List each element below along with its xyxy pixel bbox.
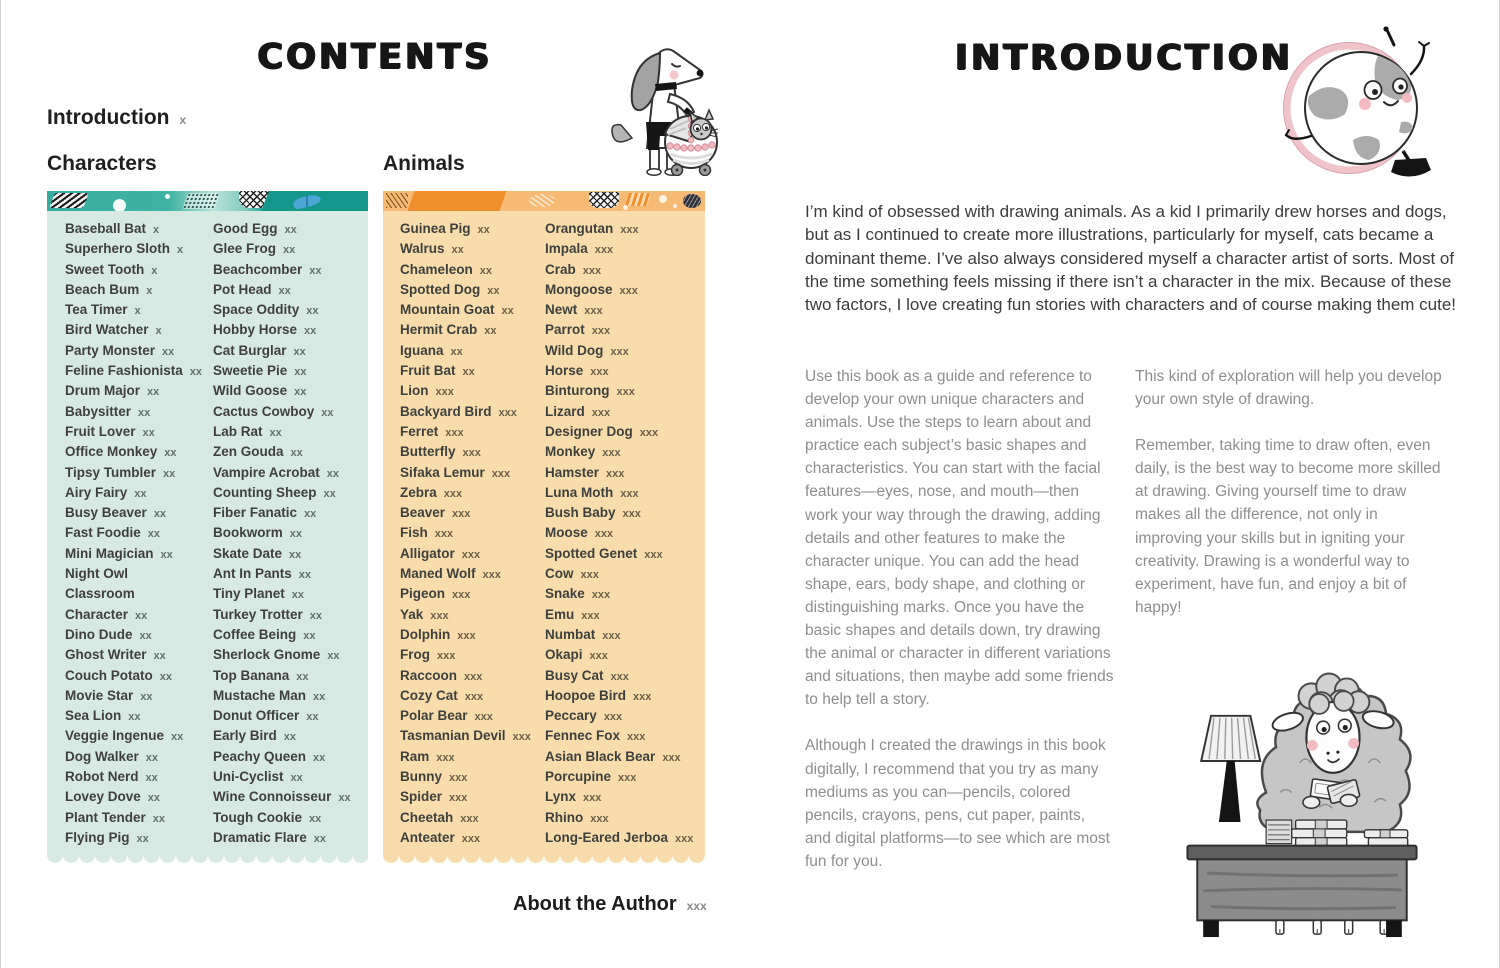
toc-entry: Emu xxx: [545, 606, 600, 622]
toc-entry: Character xx: [65, 606, 148, 622]
toc-entry: Sweet Tooth x: [65, 261, 158, 277]
toc-entry: Lizard xxx: [545, 403, 611, 419]
toc-entry: Bird Watcher x: [65, 322, 162, 338]
toc-entry: Parrot xxx: [545, 322, 611, 338]
toc-entry: Luna Moth xxx: [545, 484, 639, 500]
toc-entry: Coffee Being xx: [213, 626, 316, 642]
toc-entry: Newt xxx: [545, 302, 603, 318]
toc-entry: Raccoon xxx: [400, 667, 483, 683]
toc-entry: Busy Beaver xx: [65, 505, 167, 521]
characters-heading: Characters: [47, 152, 157, 175]
stripe-pattern-icon: [625, 193, 651, 206]
paragraph: This kind of exploration will help you develop your own style of drawing.: [1135, 368, 1442, 409]
toc-entry: Glee Frog xx: [213, 241, 296, 257]
paragraph: Remember, taking time to draw often, even daily, is the best way to become more skilled at drawing. Giving yourself time to draw makes all the difference, not only in improving your skills but in igniting your creativity. Drawing is a wonderful way to experiment, have fun, and enjoy a bit of happy!: [1135, 437, 1441, 616]
toc-entry: Bookworm xx: [213, 525, 303, 541]
hatched-blob-pattern-icon: [683, 194, 701, 208]
toc-entry: Tiny Planet xx: [213, 586, 305, 602]
counting-sheep-at-desk-illustration: [1178, 645, 1426, 940]
toc-entry: Anteater xxx: [400, 829, 481, 845]
toc-entry: Sea Lion xx: [65, 708, 141, 724]
toc-entry: Dino Dude xx: [65, 626, 152, 642]
toc-entry: Tasmanian Devil xxx: [400, 728, 531, 744]
toc-entry: Drum Major xx: [65, 383, 160, 399]
animals-column-2: [545, 219, 693, 848]
toc-entry: Lab Rat xx: [213, 423, 282, 439]
characters-panel: [47, 191, 368, 856]
animals-panel-decorative-strip: [383, 191, 705, 211]
toc-entry: Orangutan xxx: [545, 221, 639, 236]
animals-panel: [383, 191, 705, 856]
animals-column-1: [400, 219, 545, 848]
toc-entry: Snake xxx: [545, 586, 611, 602]
toc-entry: Fiber Fanatic xx: [213, 505, 317, 521]
toc-entry: Walrus xx: [400, 241, 464, 257]
characters-column-2: [213, 219, 351, 848]
toc-entry: Zebra xxx: [400, 484, 463, 500]
toc-entry: Hobby Horse xx: [213, 322, 317, 338]
toc-entry: Cozy Cat xxx: [400, 687, 484, 703]
about-the-author-entry: [513, 893, 707, 916]
toc-entry: Dolphin xxx: [400, 626, 476, 642]
toc-entry: Cheetah xxx: [400, 809, 479, 825]
toc-entry: Designer Dog xxx: [545, 423, 659, 439]
toc-entry: Mongoose xxx: [545, 281, 638, 297]
crosshatch-pattern-icon: [589, 192, 619, 208]
toc-entry: Alligator xxx: [400, 545, 481, 561]
toc-entry: Monkey xxx: [545, 444, 621, 460]
toc-entry: Impala xxx: [545, 241, 614, 257]
smiling-globe-illustration: [1283, 24, 1433, 179]
toc-entry: Wild Dog xxx: [545, 342, 629, 358]
toc-entry: Ant In Pants xx: [213, 566, 312, 582]
toc-entry: Counting Sheep xx: [213, 484, 336, 500]
toc-introduction-entry: [47, 106, 186, 130]
toc-entry: Cat Burglar xx: [213, 342, 306, 358]
introduction-title: INTRODUCTION: [955, 38, 1293, 78]
toc-entry: Fruit Bat xx: [400, 363, 475, 379]
toc-entry: Night Owl: [65, 566, 128, 582]
introduction-column-1: [805, 365, 1114, 873]
toc-entry: Horse xxx: [545, 363, 609, 379]
toc-entry: Rhino xxx: [545, 809, 609, 825]
toc-entry: Busy Cat xxx: [545, 667, 629, 683]
toc-entry: Hoopoe Bird xxx: [545, 687, 652, 703]
toc-entry: Top Banana xx: [213, 667, 309, 683]
toc-entry: Zen Gouda xx: [213, 444, 303, 460]
toc-entry: Airy Fairy xx: [65, 484, 147, 500]
about-the-author-page: xxx: [686, 899, 707, 913]
dot-pattern-icon: [623, 205, 628, 210]
characters-column-1: [65, 219, 213, 848]
toc-entry: Dog Walker xx: [65, 748, 159, 764]
toc-entry: Party Monster xx: [65, 342, 175, 358]
toc-entry: Space Oddity xx: [213, 302, 319, 318]
toc-entry: Hamster xxx: [545, 464, 625, 480]
toc-entry: Classroom: [65, 586, 135, 602]
animals-list: [383, 211, 705, 856]
toc-entry: Good Egg xx: [213, 221, 297, 236]
toc-entry: Plant Tender xx: [65, 809, 166, 825]
paragraph: Use this book as a guide and reference to develop your own unique characters and animals. Use the steps to learn about and practice each subject’s basic shapes and characteristics. You can start with the facial features—eyes, nose, and mouth—then work your way through the drawing, adding details and other features to make the character unique. You can add the head shape, ears, body shape, and clothing or distinguishing marks. Once you have the basic shapes and details down, try drawing the animal or character in different variations and situations, then maybe add some friends to help tell a story.: [805, 368, 1114, 709]
toc-entry: Fruit Lover xx: [65, 423, 155, 439]
paragraph: Although I created the drawings in this book digitally, I recommend that you try as many mediums as you can—pencils, colored pencils, crayons, pens, cut paper, paints, and digital platforms—to see which are most fun for you.: [805, 737, 1110, 870]
toc-entry: Babysitter xx: [65, 403, 151, 419]
toc-entry: Early Bird xx: [213, 728, 297, 744]
toc-entry: Lovey Dove xx: [65, 789, 161, 805]
toc-entry: Asian Black Bear xxx: [545, 748, 681, 764]
toc-entry: Moose xxx: [545, 525, 614, 541]
toc-entry: Fennec Fox xxx: [545, 728, 646, 744]
toc-entry: Superhero Sloth x: [65, 241, 184, 257]
toc-entry: Porcupine xxx: [545, 769, 637, 785]
solid-block-pattern-icon: [407, 191, 506, 211]
contents-title: CONTENTS: [257, 37, 493, 77]
toc-entry: Skate Date xx: [213, 545, 302, 561]
toc-entry: Maned Wolf xxx: [400, 566, 501, 582]
scribble-pattern-icon: [386, 193, 408, 208]
swirl-pattern-icon: [529, 194, 555, 207]
animals-heading: Animals: [383, 152, 465, 175]
toc-entry: Donut Officer xx: [213, 708, 319, 724]
toc-entry: Okapi xxx: [545, 647, 608, 663]
toc-introduction-label: Introduction: [47, 106, 170, 129]
toc-entry: Ferret xxx: [400, 423, 464, 439]
about-the-author-label: About the Author: [513, 893, 677, 915]
toc-entry: Beaver xxx: [400, 505, 471, 521]
dot-pattern-icon: [673, 204, 677, 208]
toc-entry: Spider xxx: [400, 789, 468, 805]
toc-entry: Bush Baby xxx: [545, 505, 641, 521]
toc-entry: Frog xxx: [400, 647, 456, 663]
toc-entry: Flying Pig xx: [65, 829, 149, 845]
toc-entry: Dramatic Flare xx: [213, 829, 327, 845]
toc-entry: Backyard Bird xxx: [400, 403, 517, 419]
toc-entry: Tipsy Tumbler xx: [65, 464, 176, 480]
toc-entry: Pigeon xxx: [400, 586, 471, 602]
grid-dots-pattern-icon: [182, 193, 220, 209]
toc-entry: Veggie Ingenue xx: [65, 728, 184, 744]
toc-entry: Cactus Cowboy xx: [213, 403, 334, 419]
toc-entry: Beach Bum x: [65, 281, 153, 297]
toc-entry: Ram xxx: [400, 748, 455, 764]
toc-entry: Office Monkey xx: [65, 444, 177, 460]
toc-entry: Long-Eared Jerboa xxx: [545, 829, 694, 845]
diagonal-stripes-pattern-icon: [49, 193, 88, 208]
toc-entry: Beachcomber xx: [213, 261, 322, 277]
toc-entry: Crab xxx: [545, 261, 602, 277]
toc-entry: Tough Cookie xx: [213, 809, 322, 825]
dot-pattern-icon: [113, 199, 126, 211]
introduction-lead-paragraph: I’m kind of obsessed with drawing animals. As a kid I primarily drew horses and dogs, but as I continued to create more illustrations, particularly for myself, cats became a dominant theme. I’ve also always considered myself a character artist of sorts. Most of the time something feels missing if there isn’t a character in the mix. Because of these two factors, I love creating fun stories with characters and of course making them cute!: [805, 202, 1457, 315]
dot-pattern-icon: [165, 194, 170, 199]
toc-introduction-page: x: [179, 113, 187, 127]
toc-entry: Feline Fashionista xx: [65, 363, 203, 379]
toc-entry: Fish xxx: [400, 525, 454, 541]
toc-entry: Numbat xxx: [545, 626, 621, 642]
toc-entry: Bunny xxx: [400, 769, 468, 785]
toc-entry: Couch Potato xx: [65, 667, 172, 683]
toc-entry: Lynx xxx: [545, 789, 602, 805]
toc-entry: Baseball Bat x: [65, 221, 160, 236]
toc-entry: Movie Star xx: [65, 687, 153, 703]
page-edge-left: [0, 0, 1, 968]
toc-entry: Tea Timer x: [65, 302, 141, 318]
toc-entry: Mini Magician xx: [65, 545, 173, 561]
toc-entry: Sweetie Pie xx: [213, 363, 307, 379]
toc-entry: Butterfly xxx: [400, 444, 481, 460]
toc-entry: Cow xxx: [545, 566, 599, 582]
toc-entry: Wild Goose xx: [213, 383, 307, 399]
toc-entry: Peccary xxx: [545, 708, 623, 724]
characters-panel-decorative-strip: [47, 191, 368, 211]
toc-entry: Sifaka Lemur xxx: [400, 464, 511, 480]
toc-entry: Yak xxx: [400, 606, 449, 622]
characters-list: [47, 211, 368, 856]
toc-entry: Chameleon xx: [400, 261, 493, 277]
toc-entry: Mustache Man xx: [213, 687, 326, 703]
toc-entry: Ghost Writer xx: [65, 647, 166, 663]
dog-pushing-cat-in-pram-illustration: [520, 26, 720, 176]
toc-entry: Hermit Crab xx: [400, 322, 497, 338]
toc-entry: Peachy Queen xx: [213, 748, 326, 764]
toc-entry: Lion xxx: [400, 383, 454, 399]
toc-entry: Spotted Dog xx: [400, 281, 500, 297]
toc-entry: Pot Head xx: [213, 281, 291, 297]
toc-entry: Binturong xxx: [545, 383, 635, 399]
toc-entry: Iguana xx: [400, 342, 463, 358]
toc-entry: Spotted Genet xxx: [545, 545, 663, 561]
toc-entry: Guinea Pig xx: [400, 221, 490, 236]
toc-entry: Wine Connoisseur xx: [213, 789, 351, 805]
introduction-column-2: [1135, 365, 1444, 619]
toc-entry: Vampire Acrobat xx: [213, 464, 340, 480]
toc-entry: Sherlock Gnome xx: [213, 647, 340, 663]
toc-entry: Turkey Trotter xx: [213, 606, 323, 622]
toc-entry: Mountain Goat xx: [400, 302, 514, 318]
toc-entry: Robot Nerd xx: [65, 769, 158, 785]
toc-entry: Polar Bear xxx: [400, 708, 493, 724]
dot-pattern-icon: [659, 195, 667, 203]
toc-entry: Uni-Cyclist xx: [213, 769, 303, 785]
toc-entry: Fast Foodie xx: [65, 525, 161, 541]
